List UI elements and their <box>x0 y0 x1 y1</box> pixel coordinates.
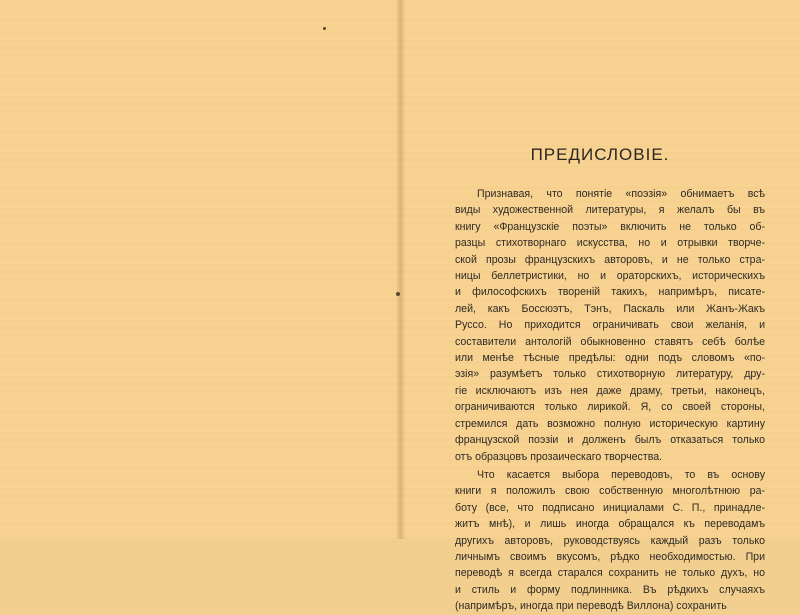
right-page <box>400 0 800 613</box>
text-line: гіе исключаютъ изъ нея даже драму, третьи, наконецъ, <box>455 384 765 397</box>
paragraph-1 <box>455 186 765 465</box>
text-line: отъ образцовъ прозаическаго творчества. <box>455 450 663 463</box>
text-line: или менѣе тѣсные предѣлы: одни подъ словомъ «по- <box>455 352 765 365</box>
text-line: боту (все, что подписано инициалами С. П., принадле- <box>455 501 765 514</box>
text-line: Признавая, что понятіе «поэзія» обнимаетъ всѣ <box>477 188 765 200</box>
text-line: виды художественной литературы, я желалъ бы въ <box>455 204 765 217</box>
text-line: разцы стихотворнаго искусства, но и отрывки творче- <box>455 237 765 250</box>
preface-text <box>455 186 765 615</box>
text-line: составители антологій обыкновенно ставятъ себѣ болѣе <box>455 335 765 348</box>
text-line: книги я положилъ свою собственную многолѣтнюю ра- <box>455 485 765 498</box>
ink-speck <box>323 27 326 30</box>
text-line: другихъ авторовъ, руководствуясь каждый разъ только <box>455 534 765 547</box>
text-line: Что касается выбора переводовъ, то въ основу <box>477 468 765 481</box>
text-line: личнымъ своимъ вкусомъ, рѣдко необходимостью. При <box>455 550 765 563</box>
text-line: и философскихъ твореній такихъ, напримѣръ, писате- <box>455 286 765 299</box>
left-page <box>0 0 400 539</box>
text-line: эзія» разумѣетъ только стихотворную литературу, дру- <box>455 368 765 381</box>
text-line: ской прозы французскихъ авторовъ, и не только стра- <box>455 253 765 266</box>
text-line: и стиль и форму подлинника. Въ рѣдкихъ случаяхъ <box>455 583 765 596</box>
text-line: переводѣ я всегда старался сохранить не только духъ, но <box>455 567 765 580</box>
paragraph-2 <box>455 467 765 615</box>
text-line: Руссо. Но приходится ограничивать свои желанія, и <box>455 319 765 332</box>
text-line: лей, какъ Боссюэтъ, Тэнъ, Паскаль или Жанъ-Жакъ <box>455 302 765 315</box>
text-line: стремился дать возможно полную историческую картину <box>455 417 765 430</box>
text-line: (напримѣръ, иногда при переводѣ Виллона) сохранить <box>455 600 727 613</box>
page-title: ПРЕДИСЛОВІЕ. <box>530 145 670 164</box>
text-line: житъ мнѣ), и лишь иногда обращался къ переводамъ <box>455 518 765 531</box>
text-line: французской поэзіи и долженъ былъ отказаться только <box>455 434 765 447</box>
text-line: ограничиваются только лирикой. Я, со своей стороны, <box>455 401 765 414</box>
text-line: ницы беллетристики, но и ораторскихъ, историческихъ <box>455 270 765 283</box>
text-line: книгу «Французскіе поэты» включить не только об- <box>455 220 765 233</box>
